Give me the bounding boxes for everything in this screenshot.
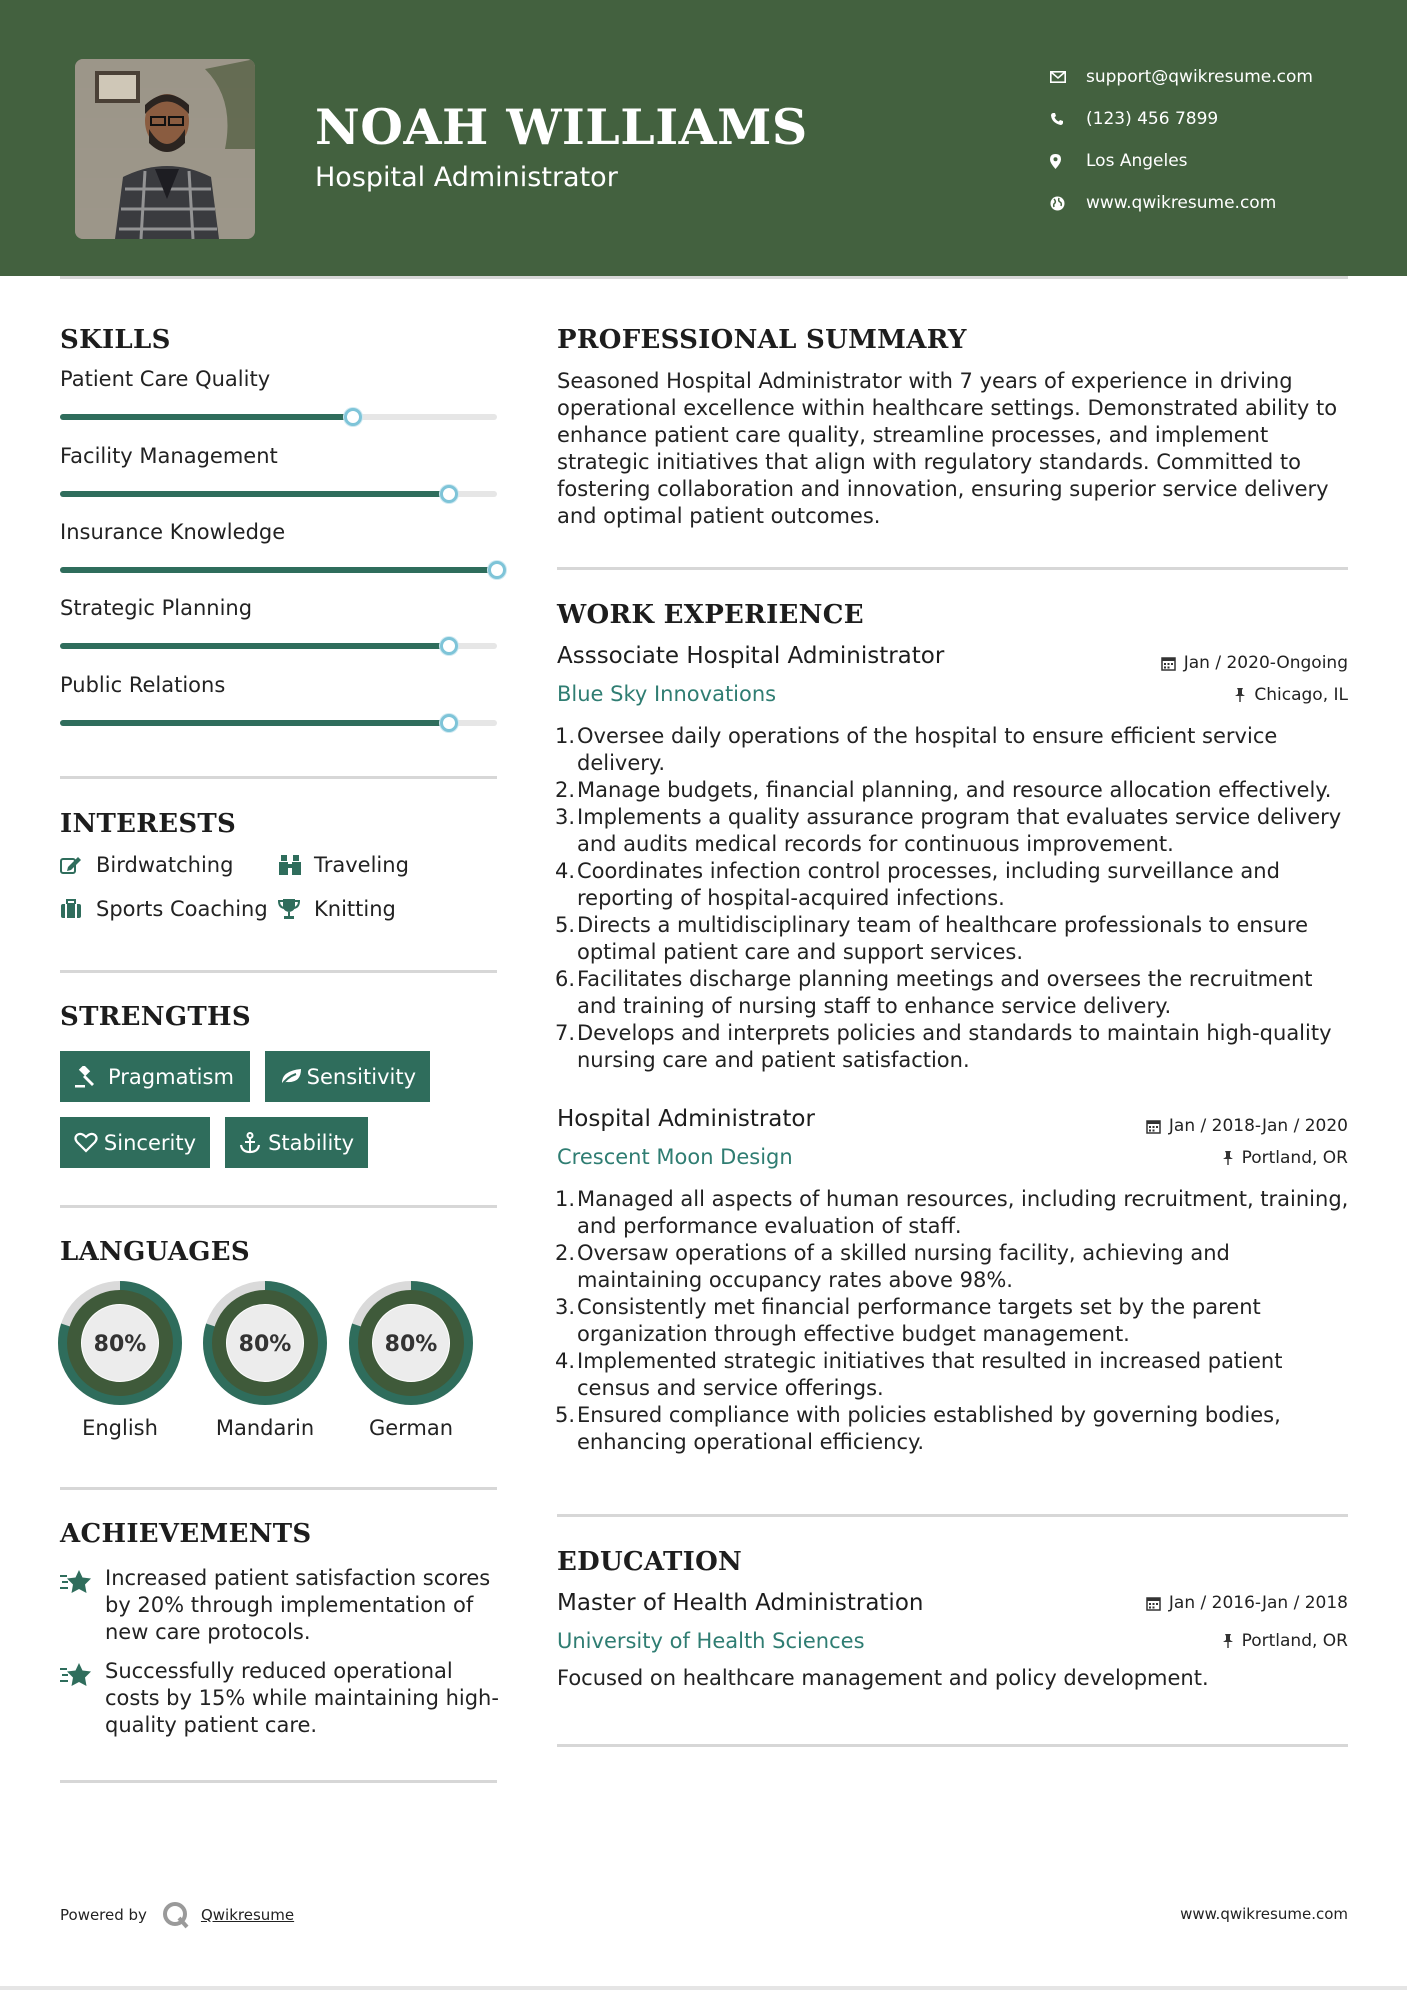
achievement-text: Successfully reduced operational costs by 15% while maintaining high-quality patient care. xyxy=(105,1659,499,1737)
list-item: 4. Coordinates infection control processes, including surveillance and reporting of hospital-acquired infections. xyxy=(553,858,1353,912)
footer-website[interactable]: www.qwikresume.com xyxy=(1180,1905,1348,1923)
skill-bar-fill xyxy=(60,567,497,573)
list-item: 5. Directs a multidisciplinary team of healthcare professionals to ensure optimal patient care and support services. xyxy=(553,912,1353,966)
list-item-text: Managed all aspects of human resources, including recruitment, training, and performance evaluation of staff. xyxy=(577,1187,1349,1238)
skill-bar xyxy=(60,414,497,420)
strength-tag xyxy=(60,1051,250,1102)
education-dates-text: Jan / 2016-Jan / 2018 xyxy=(1168,1593,1348,1613)
candidate-name: NOAH WILLIAMS xyxy=(315,98,808,156)
skill-bar xyxy=(60,567,497,573)
pushpin-icon xyxy=(1222,1633,1234,1649)
skill-bar-knob xyxy=(344,408,362,426)
language-donut xyxy=(349,1281,473,1405)
globe-icon xyxy=(1050,196,1086,211)
contact-email[interactable] xyxy=(1050,56,1313,98)
job-title: Asssociate Hospital Administrator xyxy=(557,643,945,669)
list-item-text: Oversaw operations of a skilled nursing facility, achieving and maintaining occupancy rates above 98%. xyxy=(577,1241,1230,1292)
strength-tag xyxy=(225,1117,368,1168)
pushpin-icon xyxy=(1222,1150,1234,1166)
section-divider xyxy=(60,1205,497,1208)
interest-item xyxy=(60,853,233,877)
skill-bar-knob xyxy=(440,485,458,503)
list-item: 3. Implements a quality assurance program that evaluates service delivery and audits medical records for continuous improvement. xyxy=(553,804,1353,858)
list-item: 1. Managed all aspects of human resources, including recruitment, training, and performance evaluation of staff. xyxy=(553,1186,1353,1240)
heart-icon xyxy=(74,1132,104,1153)
strength-label: Sensitivity xyxy=(306,1064,416,1089)
skill-bar-knob xyxy=(440,714,458,732)
list-item: 7. Develops and interprets policies and standards to maintain high-quality nursing care and patient satisfaction. xyxy=(553,1020,1353,1074)
interest-label: Traveling xyxy=(314,853,409,877)
footer-powered-by xyxy=(60,1900,294,1930)
interest-item xyxy=(278,853,409,877)
qwikresume-logo-icon xyxy=(161,1900,191,1930)
language-percent: 80% xyxy=(93,1332,147,1357)
job-title: Hospital Administrator xyxy=(557,1106,815,1132)
strength-label: Stability xyxy=(268,1130,354,1155)
skill-bar-knob xyxy=(488,561,506,579)
header-banner xyxy=(0,0,1407,276)
experience-heading: WORK EXPERIENCE xyxy=(557,600,864,630)
section-divider xyxy=(557,1744,1348,1747)
skill-bar-fill xyxy=(60,643,449,649)
skill-bar-fill xyxy=(60,720,449,726)
section-divider xyxy=(60,1780,497,1783)
list-item-text: Facilitates discharge planning meetings and oversees the recruitment and training of nursing staff to enhance service delivery. xyxy=(577,967,1313,1018)
star-achievement-icon xyxy=(60,1565,105,1646)
skill-bar xyxy=(60,491,497,497)
skill-label: Strategic Planning xyxy=(60,596,253,620)
edit-icon xyxy=(60,855,96,875)
list-item-text: Coordinates infection control processes, including surveillance and reporting of hospital-acquired infections. xyxy=(577,859,1280,910)
list-item-text: Directs a multidisciplinary team of healthcare professionals to ensure optimal patient care and support services. xyxy=(577,913,1309,964)
job-responsibilities xyxy=(553,723,1353,1074)
language-percent: 80% xyxy=(384,1332,438,1357)
list-item-text: Consistently met financial performance targets set by the parent organization through effective budget management. xyxy=(577,1295,1261,1346)
company-name: Crescent Moon Design xyxy=(557,1145,793,1169)
contact-location-text: Los Angeles xyxy=(1086,151,1188,171)
school-name: University of Health Sciences xyxy=(557,1629,865,1653)
anchor-icon xyxy=(239,1132,268,1154)
list-item-text: Ensured compliance with policies established by governing bodies, enhancing operational efficiency. xyxy=(577,1403,1281,1454)
education-location-text: Portland, OR xyxy=(1241,1631,1348,1651)
list-item-text: Implemented strategic initiatives that resulted in increased patient census and service offerings. xyxy=(577,1349,1283,1400)
job-dates xyxy=(1146,1116,1348,1136)
briefcase-icon xyxy=(60,899,96,919)
location-pin-icon xyxy=(1050,154,1086,169)
powered-by-text: Powered by xyxy=(60,1906,147,1924)
contact-email-text: support@qwikresume.com xyxy=(1086,67,1313,87)
interest-label: Sports Coaching xyxy=(96,897,268,921)
star-achievement-icon xyxy=(60,1658,105,1739)
interests-heading: INTERESTS xyxy=(60,809,237,839)
skill-label: Insurance Knowledge xyxy=(60,520,286,544)
achievement-item xyxy=(60,1565,500,1646)
gavel-icon xyxy=(74,1066,108,1088)
skill-bar-fill xyxy=(60,491,449,497)
section-divider xyxy=(60,776,497,779)
calendar-icon xyxy=(1146,1119,1161,1134)
contact-website-text: www.qwikresume.com xyxy=(1086,193,1277,213)
envelope-icon xyxy=(1050,71,1086,83)
phone-icon xyxy=(1050,112,1086,126)
strengths-heading: STRENGTHS xyxy=(60,1002,251,1032)
skill-bar xyxy=(60,720,497,726)
contact-location xyxy=(1050,140,1313,182)
achievement-text: Increased patient satisfaction scores by 20% through implementation of new care protocols. xyxy=(105,1566,491,1644)
interest-label: Birdwatching xyxy=(96,853,234,877)
education-description: Focused on healthcare management and policy development. xyxy=(557,1666,1209,1690)
skill-label: Public Relations xyxy=(60,673,226,697)
job-dates-text: Jan / 2018-Jan / 2020 xyxy=(1168,1116,1348,1136)
summary-text: Seasoned Hospital Administrator with 7 years of experience in driving operational excellence within healthcare settings. Demonstrated ability to enhance patient care quality, streamline processes, and implement strategic initiatives that align with regulatory standards. Committed to fostering collaboration and innovation, ensuring superior service delivery and optimal patient outcomes. xyxy=(557,369,1338,528)
trophy-icon xyxy=(278,898,314,920)
job-location-text: Chicago, IL xyxy=(1254,685,1348,705)
language-percent: 80% xyxy=(238,1332,292,1357)
education-dates xyxy=(1146,1593,1348,1613)
language-label: German xyxy=(368,1416,454,1440)
degree-title: Master of Health Administration xyxy=(557,1590,924,1616)
skill-label: Patient Care Quality xyxy=(60,367,271,391)
skill-bar-fill xyxy=(60,414,353,420)
job-location xyxy=(1222,1148,1348,1168)
contact-list xyxy=(1050,56,1313,224)
language-donut xyxy=(203,1281,327,1405)
calendar-icon xyxy=(1161,656,1176,671)
strength-label: Sincerity xyxy=(103,1130,196,1155)
skills-heading: SKILLS xyxy=(60,325,171,355)
contact-phone[interactable] xyxy=(1050,98,1313,140)
section-divider xyxy=(557,567,1348,570)
section-divider xyxy=(60,1487,497,1490)
languages-heading: LANGUAGES xyxy=(60,1237,250,1267)
list-item: 1. Oversee daily operations of the hospital to ensure efficient service delivery. xyxy=(553,723,1353,777)
pushpin-icon xyxy=(1234,687,1246,703)
list-item-text: Oversee daily operations of the hospital to ensure efficient service delivery. xyxy=(577,724,1278,775)
job-location xyxy=(1234,685,1348,705)
list-item: 6. Facilitates discharge planning meetings and oversees the recruitment and training of nursing staff to enhance service delivery. xyxy=(553,966,1353,1020)
job-responsibilities xyxy=(553,1186,1353,1456)
education-location xyxy=(1222,1631,1348,1651)
interest-label: Knitting xyxy=(314,897,396,921)
section-divider xyxy=(557,1514,1348,1517)
achievement-item xyxy=(60,1658,500,1739)
education-heading: EDUCATION xyxy=(557,1547,743,1577)
list-item-text: Manage budgets, financial planning, and resource allocation effectively. xyxy=(577,778,1332,802)
list-item: 3. Consistently met financial performance targets set by the parent organization through effective budget management. xyxy=(553,1294,1353,1348)
list-item: 2. Oversaw operations of a skilled nursing facility, achieving and maintaining occupancy rates above 98%. xyxy=(553,1240,1353,1294)
strength-label: Pragmatism xyxy=(108,1064,234,1089)
strength-tag xyxy=(265,1051,430,1102)
list-item: 5. Ensured compliance with policies established by governing bodies, enhancing operational efficiency. xyxy=(553,1402,1353,1456)
strength-tag xyxy=(60,1117,210,1168)
header-divider xyxy=(60,276,1348,279)
list-item: 4. Implemented strategic initiatives that resulted in increased patient census and service offerings. xyxy=(553,1348,1353,1402)
contact-website[interactable] xyxy=(1050,182,1313,224)
interest-item xyxy=(278,897,396,921)
list-item-text: Develops and interprets policies and standards to maintain high-quality nursing care and patient satisfaction. xyxy=(577,1021,1332,1072)
calendar-icon xyxy=(1146,1596,1161,1611)
skill-label: Facility Management xyxy=(60,444,278,468)
company-name: Blue Sky Innovations xyxy=(557,682,777,706)
language-label: Mandarin xyxy=(215,1416,315,1440)
language-label: English xyxy=(82,1416,158,1440)
list-item: 2. Manage budgets, financial planning, and resource allocation effectively. xyxy=(554,778,1332,802)
skill-bar xyxy=(60,643,497,649)
profile-photo xyxy=(75,59,255,239)
qwikresume-link[interactable]: Qwikresume xyxy=(200,1906,295,1924)
job-dates xyxy=(1161,653,1348,673)
achievements-heading: ACHIEVEMENTS xyxy=(60,1519,312,1549)
bottom-border xyxy=(0,1986,1407,1990)
contact-phone-text: (123) 456 7899 xyxy=(1086,109,1219,129)
section-divider xyxy=(60,970,497,973)
interest-item xyxy=(60,897,268,921)
job-dates-text: Jan / 2020-Ongoing xyxy=(1183,653,1348,673)
candidate-title: Hospital Administrator xyxy=(315,162,618,193)
summary-heading: PROFESSIONAL SUMMARY xyxy=(557,325,967,355)
list-item-text: Implements a quality assurance program that evaluates service delivery and audits medical records for continuous improvement. xyxy=(577,805,1342,856)
binoculars-icon xyxy=(278,854,314,876)
skill-bar-knob xyxy=(440,637,458,655)
job-location-text: Portland, OR xyxy=(1241,1148,1348,1168)
language-donut xyxy=(58,1281,182,1405)
leaf-icon xyxy=(279,1067,307,1087)
